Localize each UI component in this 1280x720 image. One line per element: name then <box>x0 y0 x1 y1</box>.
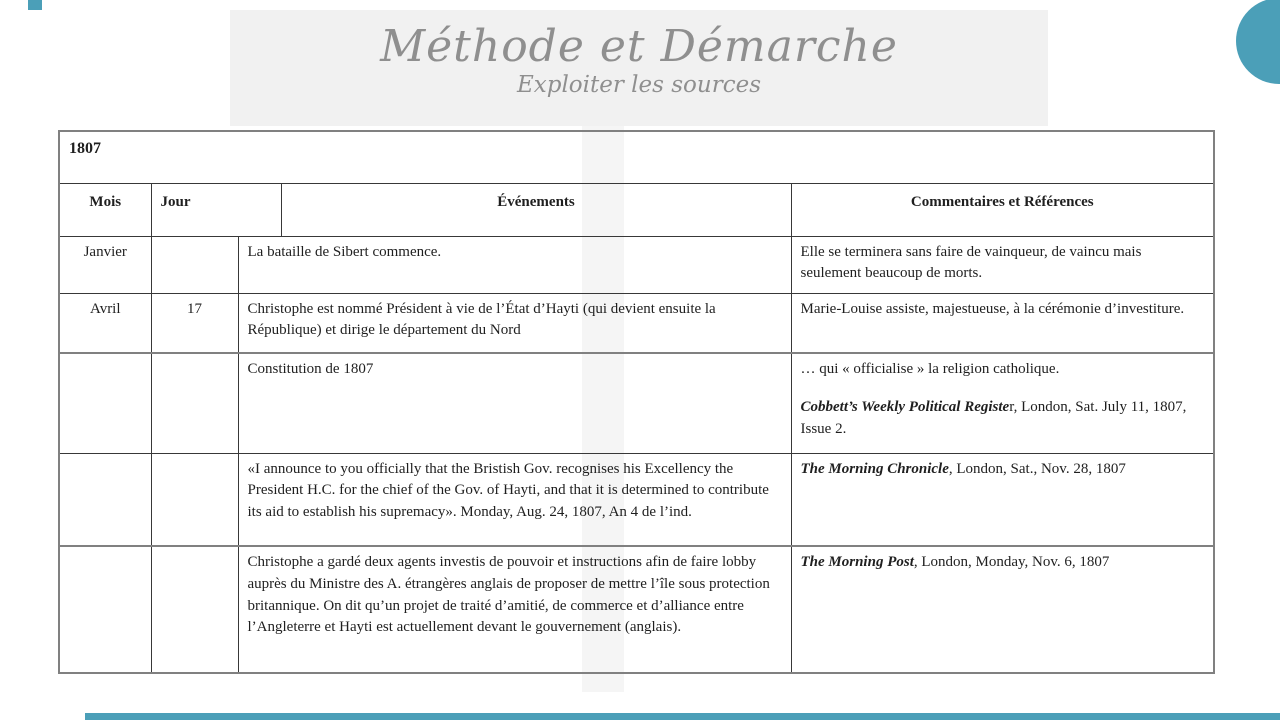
cell-text: , London, Sat., Nov. 28, 1807 <box>948 460 1126 477</box>
cell-jour <box>151 546 238 673</box>
top-right-accent-circle <box>1236 0 1280 84</box>
cell-commentaires <box>791 353 1214 453</box>
cell-mois: Janvier <box>59 236 151 293</box>
cell-text: Elle se terminera sans faire de vainqueur, de vaincu mais seulement beaucoup de morts. <box>800 243 1142 282</box>
cell-mois <box>59 546 151 673</box>
header-mois: Mois <box>59 183 151 236</box>
cell-text: … qui « officialise » la religion catholique. <box>800 361 1060 377</box>
cell-text: Marie-Louise assiste, majestueuse, à la cérémonie d’investiture. <box>800 300 1185 317</box>
year-cell: 1807 <box>59 131 1214 183</box>
header-commentaires: Commentaires et Références <box>791 183 1214 236</box>
cell-text: Christophe est nommé Président à vie de l’État d’Hayti (qui devient ensuite la République) et dirige le département du Nord <box>247 300 716 339</box>
source-title-text: The Morning Post <box>800 554 914 570</box>
table-row <box>59 353 1214 453</box>
cell-text: , London, Monday, Nov. 6, 1807 <box>913 554 1110 570</box>
table-row <box>59 453 1214 546</box>
cell-mois <box>59 353 151 453</box>
cell-commentaires <box>791 546 1214 673</box>
table-row <box>59 236 1214 293</box>
cell-jour <box>151 236 238 293</box>
top-left-accent-bar <box>28 0 42 10</box>
table-row <box>59 546 1214 673</box>
cell-text: «I announce to you officially that the Bristish Gov. recognises his Excellency the President H.C. for the chief of the Gov. of Hayti, and that it is determined to contribute its aid to establish his supremacy». Monday, Aug. 24, 1807, An 4 de l’ind. <box>247 460 769 520</box>
cell-text: La bataille de Sibert commence. <box>247 243 442 260</box>
cell-jour <box>151 353 238 453</box>
source-title-text: The Morning Chronicle <box>800 460 949 477</box>
cell-commentaires <box>791 236 1214 293</box>
cell-commentaires <box>791 293 1214 353</box>
slide-subtitle: Exploiter les sources <box>516 71 762 98</box>
cell-text: r, London, Sat. July 11, 1807, Issue 2. <box>800 398 1187 437</box>
slide-title: Méthode et Démarche <box>380 21 898 72</box>
cell-text: Constitution de 1807 <box>247 361 374 377</box>
cell-evenements <box>238 546 791 673</box>
table-body-section <box>59 236 1214 673</box>
table-head-section <box>59 131 1214 236</box>
year-row <box>59 131 1214 183</box>
cell-mois: Avril <box>59 293 151 353</box>
bottom-accent-bar <box>85 713 1280 720</box>
cell-mois <box>59 453 151 546</box>
table-row <box>59 293 1214 353</box>
cell-evenements <box>238 293 791 353</box>
cell-evenements <box>238 236 791 293</box>
header-evenements: Événements <box>281 183 791 236</box>
source-title-text: Cobbett’s Weekly Political Registe <box>800 398 1010 415</box>
header-jour: Jour <box>151 183 281 236</box>
cell-evenements <box>238 453 791 546</box>
table-header-row <box>59 183 1214 236</box>
title-box <box>230 10 1048 126</box>
cell-jour: 17 <box>151 293 238 353</box>
chronology-table <box>58 130 1215 674</box>
cell-commentaires <box>791 453 1214 546</box>
cell-jour <box>151 453 238 546</box>
cell-evenements <box>238 353 791 453</box>
cell-text: Christophe a gardé deux agents investis de pouvoir et instructions afin de faire lobby auprès du Ministre des A. étrangères anglais de proposer de mettre l’île sous protection britannique. On dit qu’un projet de traité d’amitié, de commerce et d’alliance entre l’Angleterre et Hayti est actuellement devant le gouvernement (anglais). <box>247 554 770 636</box>
